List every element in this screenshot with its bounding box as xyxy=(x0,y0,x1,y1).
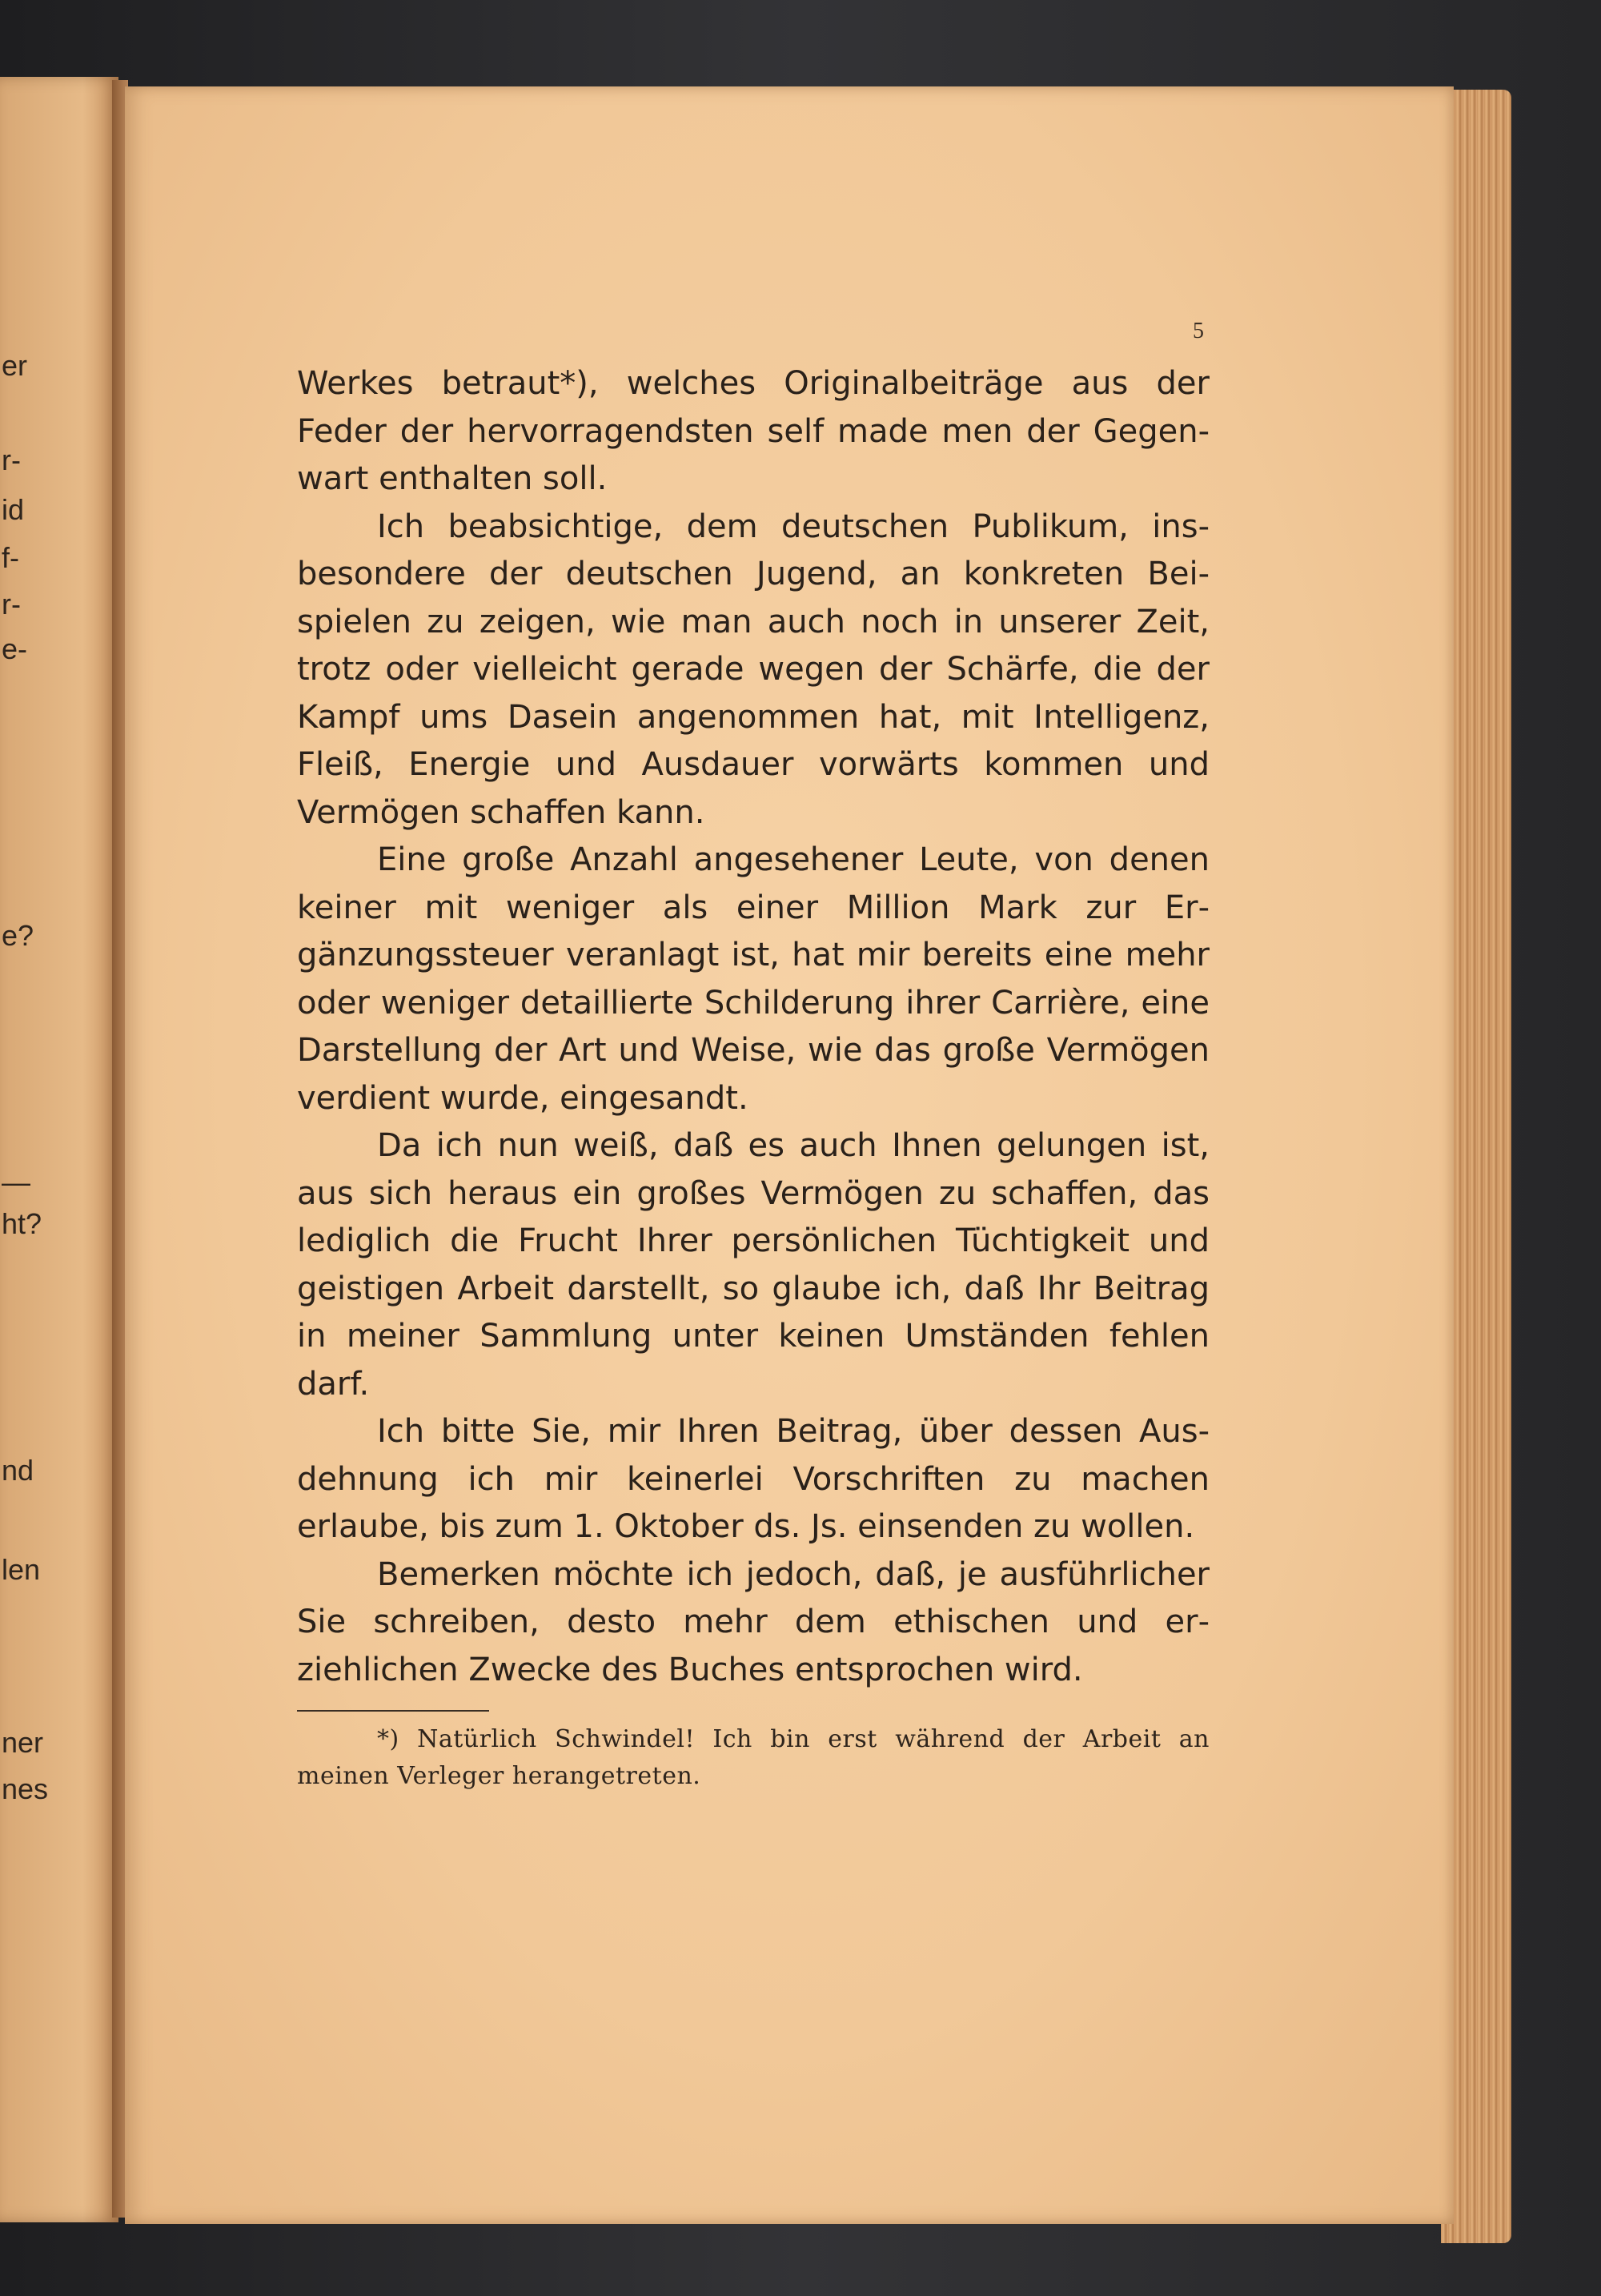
paragraph: Ich bitte Sie, mir Ihren Beitrag, über dessen Ausdehnung ich mir keinerlei Vorschriften zu machen erlaube, bis zum 1. Oktober ds. Js. einsenden zu wollen. xyxy=(297,1413,1210,1545)
left-page-text-fragment: r- xyxy=(2,444,21,476)
left-page-text-fragment: nd xyxy=(2,1454,34,1487)
paragraph: Werkes betraut*), welches Originalbeiträge aus der Feder der hervorragendsten self made men der Gegenwart enthalten soll. xyxy=(297,365,1210,497)
paragraph: Bemerken möchte ich jedoch, daß, je ausführlicher Sie schreiben, desto mehr dem ethischen und erziehlichen Zwecke des Buches entsprochen wird. xyxy=(297,1555,1210,1688)
paragraph: Eine große Anzahl angesehener Leute, von denen keiner mit weniger als einer Million Mark zur Ergänzungssteuer veranlagt ist, hat mir bereits eine mehr oder weniger detaillierte Schilderung ihrer Carrière, eine Darstellung der Art und Weise, wie das große Vermögen verdient wurde, eingesandt. xyxy=(297,841,1210,1117)
footnote: *) Natürlich Schwindel! Ich bin erst während der Arbeit an meinen Verleger herangetreten. xyxy=(297,1725,1210,1790)
left-page-text-fragment: er xyxy=(2,349,28,382)
paragraph: Ich beabsichtige, dem deutschen Publikum, insbesondere der deutschen Jugend, an konkreten Beispielen zu zeigen, wie man auch noch in unserer Zeit, trotz oder vielleicht gerade wegen der Schärfe, die der Kampf ums Dasein angenommen hat, mit Intelligenz, Fleiß, Energie und Ausdauer vorwärts kommen und Vermögen schaffen kann. xyxy=(297,508,1210,831)
left-page-text-fragment: e? xyxy=(2,919,34,952)
footnote-divider xyxy=(297,1710,489,1712)
previous-page-edge xyxy=(0,77,118,2222)
left-page-text-fragment: len xyxy=(2,1553,41,1586)
left-page-text-fragment: ner xyxy=(2,1726,44,1759)
left-page-text-fragment: id xyxy=(2,493,25,526)
left-page-text-fragment: nes xyxy=(2,1772,49,1805)
left-page-text-fragment: f- xyxy=(2,541,19,574)
paragraph: Da ich nun weiß, daß es auch Ihnen gelungen ist, aus sich heraus ein großes Vermögen zu schaffen, das lediglich die Frucht Ihrer persönlichen Tüchtigkeit und geistigen Arbeit darstellt, so glaube ich, daß Ihr Beitrag in meiner Sammlung unter keinen Umständen fehlen darf. xyxy=(297,1127,1210,1403)
page-body xyxy=(297,360,1210,1795)
left-page-text-fragment: — xyxy=(2,1166,30,1198)
page-number: 5 xyxy=(1193,319,1204,343)
left-page-text-fragment: ht? xyxy=(2,1207,42,1240)
left-page-text-fragment: r- xyxy=(2,588,21,620)
left-page-text-fragment: e- xyxy=(2,632,28,665)
